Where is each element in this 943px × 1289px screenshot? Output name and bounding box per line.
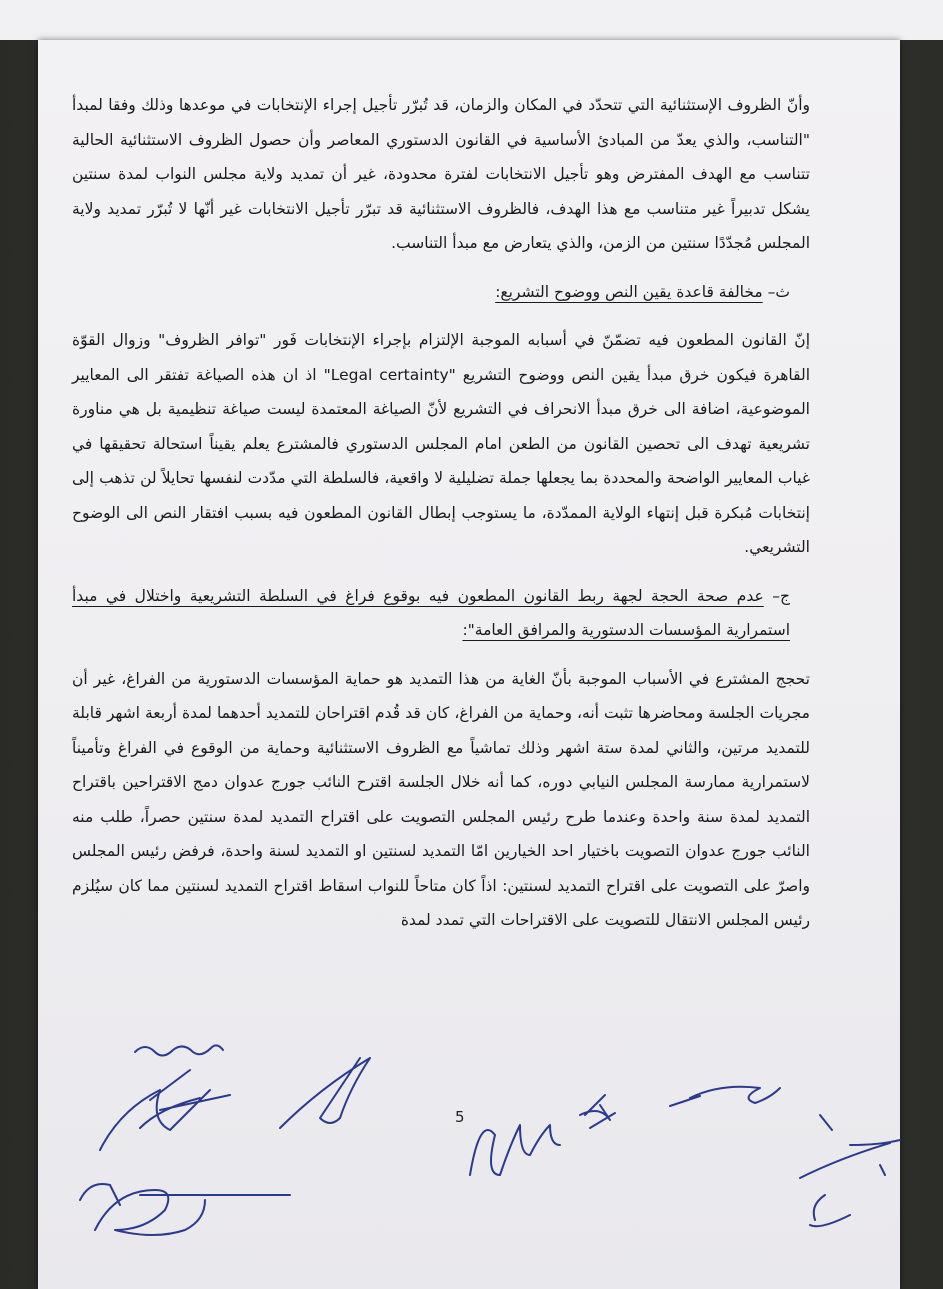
heading-tha	[72, 275, 810, 310]
paragraph-proportionality: وأنّ الظروف الإستثنائية التي تتحدّد في المكان والزمان، قد تُبرّر تأجيل إجراء الإنتخابات في موعدها وذلك وفقا لمبدأ "التناسب، والذي يعدّ من المبادئ الأساسية في القانون الدستوري المعاصر وأن حصول الظروف الاستثنائية الحالية تتناسب مع الهدف المفترض وهو تأجيل الانتخابات لفترة محدودة، غير أن تمديد ولاية مجلس النواب لمدة سنتين يشكل تدبيراً غير متناسب مع هذا الهدف، فالظروف الاستثنائية قد تبرّر تأجيل الانتخابات غير أنّها لا تُبرّر تمديد ولاية المجلس مُجدّدًا سنتين من الزمن، والذي يتعارض مع مبدأ التناسب.	[72, 96, 810, 252]
top-bar	[0, 0, 943, 40]
heading-jim-title: عدم صحة الحجة لجهة ربط القانون المطعون فيه بوقوع فراغ في السلطة التشريعية واختلال في مبدأ استمرارية المؤسسات الدستورية والمرافق العامة":	[72, 586, 790, 639]
heading-jim	[72, 579, 810, 648]
heading-jim-letter: ج–	[772, 586, 790, 605]
document-body	[72, 88, 810, 938]
page-number: 5	[455, 1108, 465, 1126]
heading-tha-letter: ث–	[767, 282, 790, 301]
heading-tha-title: مخالفة قاعدة يقين النص ووضوح التشريع:	[495, 282, 763, 301]
paragraph-legal-certainty: إنّ القانون المطعون فيه تضمّنّ في أسبابه الموجبة الإلتزام بإجراء الإنتخابات فَور "توافر الظروف" وزوال القوّة القاهرة فيكون خرق مبدأ يقين النص ووضوح التشريع "Legal certainty" اذ ان هذه الصياغة تفتقر الى المعايير الموضوعية، اضافة الى خرق مبدأ الانحراف في التشريع لأنّ الصياغة المعتمدة ليست صياغة تنظيمية بل هي مناورة تشريعية تهدف الى تحصين القانون من الطعن امام المجلس الدستوري فالمشترع يعلم يقيناً استحالة تحقيقها في غياب المعايير الواضحة والمحددة بما يجعلها جملة تضليلية لا واقعية، فالسلطة التي مدّدت لنفسها تحايلاً لن تذهب إلى إنتخابات مُبكرة قبل إنتهاء الولاية الممدّدة، ما يستوجب إبطال القانون المطعون فيه بسبب افتقار النص الى الوضوح التشريعي.	[72, 331, 810, 556]
paragraph-vacuum-argument: تحجج المشترع في الأسباب الموجبة بأنّ الغاية من هذا التمديد هو حماية المؤسسات الدستورية من الفراغ، غير أن مجريات الجلسة ومحاضرها تثبت أنه، وحماية من الفراغ، كان قد قُدم اقتراحان للتمديد أحدهما لمدة أربعة اشهر قابلة للتمديد مرتين، والثاني لمدة ستة اشهر وذلك تماشياً مع الظروف الاستثنائية وحماية من الوقوع في الفراغ وتأميناً لاستمرارية ممارسة المجلس النيابي دوره، كما أنه خلال الجلسة اقترح النائب جورج عدوان دمج الاقتراحين باقتراح التمديد لمدة سنة واحدة وعندما طرح رئيس المجلس التصويت على اقتراح التمديد لمدة سنتين حصراً، طلب منه النائب جورج عدوان التصويت باختيار احد الخيارين امّا التمديد لسنتين او التمديد لسنة واحدة، فرفض رئيس المجلس واصرّ على التصويت على اقتراح التمديد لسنتين: اذاً كان متاحاً للنواب اسقاط اقتراح التمديد لسنتين مما كان سيُلزم رئيس المجلس الانتقال للتصويت على الاقتراحات التي تمدد لمدة	[72, 669, 810, 929]
